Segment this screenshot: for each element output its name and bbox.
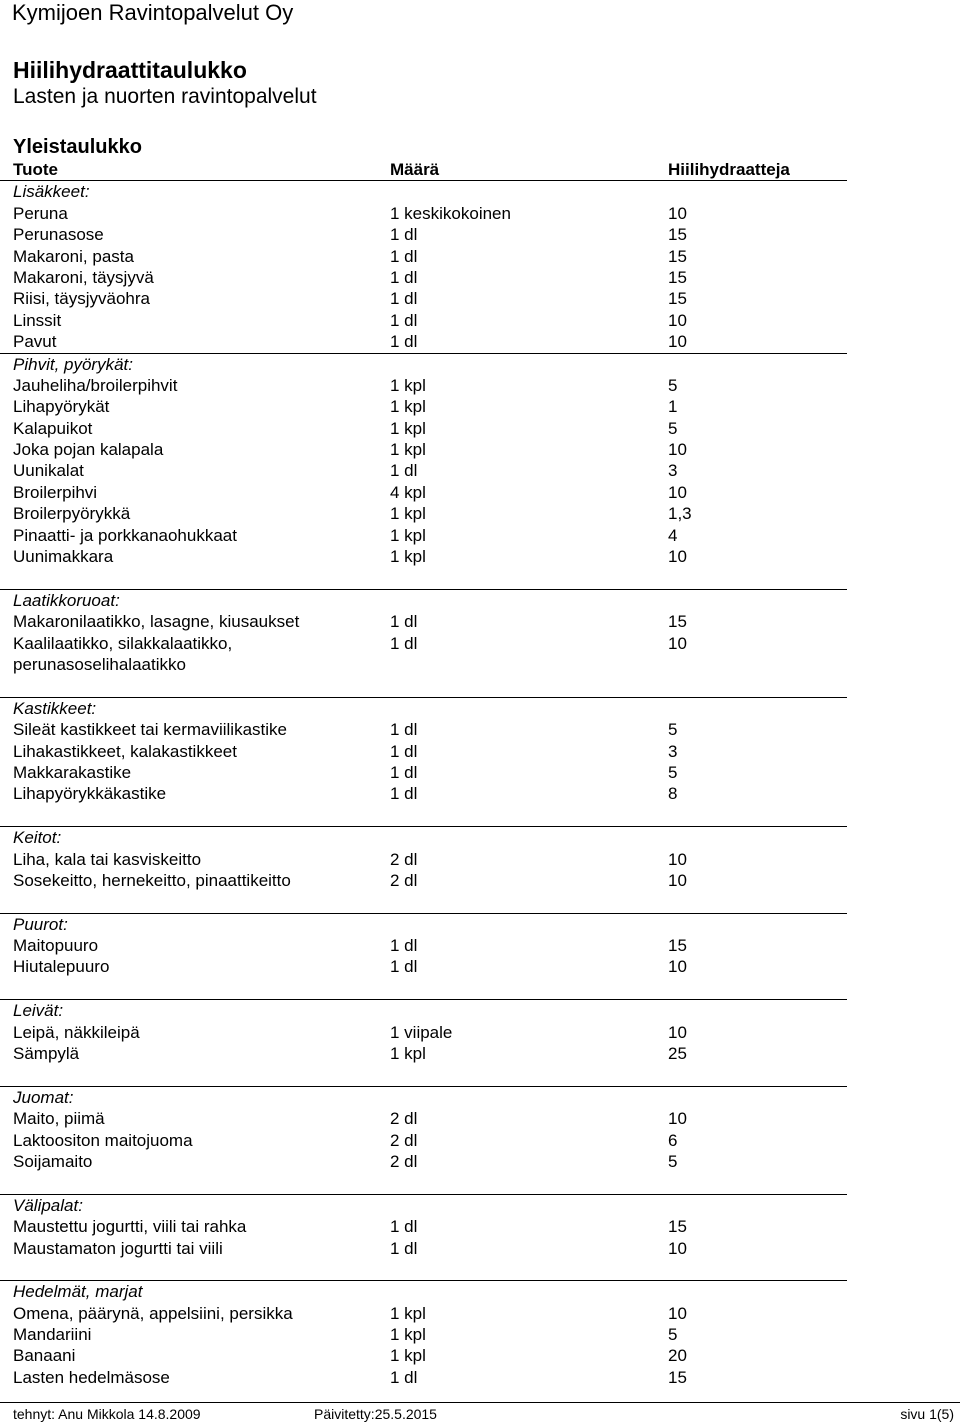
table-row: [0, 546, 960, 567]
section-heading-label: Välipalat:: [13, 1195, 83, 1215]
cell-amount: 1 kpl: [390, 397, 426, 417]
cell-amount: 1 dl: [390, 762, 418, 782]
cell-amount: 1 dl: [390, 461, 418, 481]
cell-product: Mandariini: [13, 1325, 92, 1345]
section-heading: [0, 1087, 960, 1108]
table-body: [0, 181, 960, 1388]
cell-carbs: 15: [668, 1217, 687, 1237]
cell-product: Peruna: [13, 203, 68, 223]
table-row: [0, 1043, 960, 1064]
table-row: [0, 1238, 960, 1259]
cell-amount: 1 dl: [390, 957, 418, 977]
organization-name: Kymijoen Ravintopalvelut Oy: [12, 0, 294, 25]
cell-product: Sämpylä: [13, 1044, 80, 1064]
cell-amount: 1 dl: [390, 1238, 418, 1258]
table-row: [0, 460, 960, 481]
cell-carbs: 8: [668, 784, 678, 804]
cell-product: perunasoselihalaatikko: [13, 654, 186, 674]
page-footer: [0, 1402, 960, 1425]
table-row: [0, 762, 960, 783]
cell-amount: 1 kpl: [390, 375, 426, 395]
table-row: [0, 1303, 960, 1324]
section-heading: [0, 1195, 960, 1216]
cell-amount: 1 viipale: [390, 1022, 453, 1042]
cell-carbs: 10: [668, 440, 687, 460]
cell-product: Broilerpihvi: [13, 482, 98, 502]
cell-carbs: 10: [668, 957, 687, 977]
cell-carbs: 10: [668, 1238, 687, 1258]
table-row: [0, 870, 960, 891]
table-row: [0, 375, 960, 396]
cell-product: Lihakastikkeet, kalakastikkeet: [13, 741, 237, 761]
cell-amount: 1 dl: [390, 267, 418, 287]
cell-amount: 2 dl: [390, 1151, 418, 1171]
table-header-row: [0, 159, 847, 181]
table-row: [0, 1216, 960, 1237]
cell-product: Hiutalepuuro: [13, 957, 110, 977]
cell-amount: 1 dl: [390, 1217, 418, 1237]
cell-carbs: 1: [668, 397, 678, 417]
table-row: [0, 288, 960, 309]
cell-amount: 1 dl: [390, 720, 418, 740]
cell-carbs: 3: [668, 461, 678, 481]
spacer-row: [0, 675, 960, 696]
cell-carbs: 10: [668, 633, 687, 653]
cell-amount: 1 kpl: [390, 1346, 426, 1366]
cell-carbs: 1,3: [668, 504, 692, 524]
section-heading: [0, 1000, 960, 1021]
section-heading-label: Juomat:: [13, 1087, 74, 1107]
cell-carbs: 10: [668, 1303, 687, 1323]
cell-product: Makaronilaatikko, lasagne, kiusaukset: [13, 612, 300, 632]
cell-amount: 1 dl: [390, 246, 418, 266]
cell-carbs: 5: [668, 375, 678, 395]
cell-carbs: 10: [668, 332, 687, 352]
section-heading-label: Keitot:: [13, 828, 62, 848]
spacer-row: [0, 1259, 960, 1280]
cell-amount: 1 dl: [390, 225, 418, 245]
table-row: [0, 1367, 960, 1388]
table-row: [0, 525, 960, 546]
table-row: [0, 331, 960, 352]
cell-product: Leipä, näkkileipä: [13, 1022, 140, 1042]
cell-carbs: 10: [668, 849, 687, 869]
table-row: [0, 267, 960, 288]
table-row: [0, 654, 960, 675]
cell-carbs: 10: [668, 547, 687, 567]
document-title: Hiilihydraattitaulukko: [13, 57, 247, 83]
cell-amount: 1 dl: [390, 332, 418, 352]
spacer-row: [0, 1064, 960, 1085]
cell-product: Kaalilaatikko, silakkalaatikko,: [13, 633, 233, 653]
cell-carbs: 5: [668, 1325, 678, 1345]
cell-carbs: 10: [668, 310, 687, 330]
cell-product: Riisi, täysjyväohra: [13, 289, 150, 309]
cell-product: Maustettu jogurtti, viili tai rahka: [13, 1217, 247, 1237]
cell-amount: 4 kpl: [390, 482, 426, 502]
cell-amount: 1 kpl: [390, 1325, 426, 1345]
cell-product: Lasten hedelmäsose: [13, 1367, 170, 1387]
cell-carbs: 10: [668, 1022, 687, 1042]
table-row: [0, 1324, 960, 1345]
table-row: [0, 1130, 960, 1151]
cell-product: Laktoositon maitojuoma: [13, 1130, 193, 1150]
table-row: [0, 849, 960, 870]
table-row: [0, 503, 960, 524]
cell-amount: 2 dl: [390, 870, 418, 890]
cell-amount: 1 dl: [390, 310, 418, 330]
cell-carbs: 15: [668, 1367, 687, 1387]
footer-page-number: sivu 1(5): [900, 1406, 954, 1422]
column-header-carbs: Hiilihydraatteja: [668, 160, 790, 179]
cell-amount: 1 kpl: [390, 440, 426, 460]
table-row: [0, 439, 960, 460]
table-row: [0, 246, 960, 267]
table-row: [0, 741, 960, 762]
table-row: [0, 310, 960, 331]
cell-product: Uunikalat: [13, 461, 84, 481]
table-row: [0, 396, 960, 417]
table-row: [0, 935, 960, 956]
section-heading: [0, 181, 960, 202]
cell-product: Makaroni, täysjyvä: [13, 267, 154, 287]
cell-amount: 1 kpl: [390, 1303, 426, 1323]
section-heading-label: Leivät:: [13, 1001, 64, 1021]
table-row: [0, 1151, 960, 1172]
cell-product: Liha, kala tai kasviskeitto: [13, 849, 202, 869]
cell-product: Lihapyörykkäkastike: [13, 784, 167, 804]
cell-product: Makkarakastike: [13, 762, 132, 782]
cell-amount: 1 keskikokoinen: [390, 203, 511, 223]
table-row: [0, 203, 960, 224]
table-row: [0, 1345, 960, 1366]
cell-amount: 1 kpl: [390, 547, 426, 567]
table-row: [0, 633, 960, 654]
footer-author: tehnyt: Anu Mikkola 14.8.2009: [13, 1406, 201, 1422]
cell-amount: 1 dl: [390, 612, 418, 632]
cell-carbs: 10: [668, 482, 687, 502]
table-row: [0, 482, 960, 503]
spacer-row: [0, 978, 960, 999]
table-title: Yleistaulukko: [13, 136, 142, 158]
cell-product: Kalapuikot: [13, 418, 93, 438]
section-heading: [0, 698, 960, 719]
spacer-row: [0, 567, 960, 588]
cell-carbs: 15: [668, 225, 687, 245]
section-heading: [0, 827, 960, 848]
cell-product: Joka pojan kalapala: [13, 440, 164, 460]
cell-amount: 1 kpl: [390, 504, 426, 524]
cell-product: Makaroni, pasta: [13, 246, 134, 266]
cell-product: Sosekeitto, hernekeitto, pinaattikeitto: [13, 870, 291, 890]
section-heading-label: Laatikkoruoat:: [13, 590, 120, 610]
cell-product: Soijamaito: [13, 1151, 93, 1171]
cell-carbs: 5: [668, 1151, 678, 1171]
cell-carbs: 15: [668, 267, 687, 287]
cell-amount: 1 dl: [390, 633, 418, 653]
cell-product: Banaani: [13, 1346, 76, 1366]
cell-carbs: 5: [668, 762, 678, 782]
table-row: [0, 418, 960, 439]
section-heading: [0, 354, 960, 375]
cell-carbs: 4: [668, 525, 678, 545]
cell-carbs: 25: [668, 1044, 687, 1064]
cell-product: Linssit: [13, 310, 62, 330]
table-row: [0, 956, 960, 977]
cell-carbs: 15: [668, 936, 687, 956]
table-row: [0, 224, 960, 245]
footer-updated: Päivitetty:25.5.2015: [314, 1406, 437, 1422]
cell-amount: 2 dl: [390, 1109, 418, 1129]
cell-carbs: 15: [668, 246, 687, 266]
cell-amount: 1 kpl: [390, 525, 426, 545]
document-subtitle: Lasten ja nuorten ravintopalvelut: [13, 85, 317, 108]
cell-carbs: 6: [668, 1130, 678, 1150]
spacer-row: [0, 1172, 960, 1193]
cell-product: Uunimakkara: [13, 547, 114, 567]
section-heading-label: Kastikkeet:: [13, 698, 97, 718]
section-heading-label: Hedelmät, marjat: [13, 1282, 143, 1302]
section-heading-label: Puurot:: [13, 914, 68, 934]
section-heading-label: Lisäkkeet:: [13, 182, 90, 202]
table-row: [0, 719, 960, 740]
table-row: [0, 1022, 960, 1043]
cell-amount: 2 dl: [390, 849, 418, 869]
cell-carbs: 10: [668, 870, 687, 890]
cell-product: Broilerpyörykkä: [13, 504, 131, 524]
column-header-product: Tuote: [13, 160, 59, 179]
table-row: [0, 611, 960, 632]
column-header-amount: Määrä: [390, 160, 440, 179]
cell-amount: 1 dl: [390, 784, 418, 804]
cell-carbs: 5: [668, 418, 678, 438]
cell-carbs: 3: [668, 741, 678, 761]
cell-amount: 1 dl: [390, 936, 418, 956]
cell-product: Pinaatti- ja porkkanaohukkaat: [13, 525, 237, 545]
cell-product: Maitopuuro: [13, 936, 99, 956]
cell-carbs: 15: [668, 612, 687, 632]
section-heading-label: Pihvit, pyörykät:: [13, 354, 133, 374]
cell-amount: 1 dl: [390, 1367, 418, 1387]
cell-product: Omena, päärynä, appelsiini, persikka: [13, 1303, 293, 1323]
spacer-row: [0, 891, 960, 912]
cell-carbs: 20: [668, 1346, 687, 1366]
table-row: [0, 1108, 960, 1129]
cell-amount: 1 kpl: [390, 418, 426, 438]
cell-carbs: 15: [668, 289, 687, 309]
section-heading: [0, 590, 960, 611]
cell-product: Maito, piimä: [13, 1109, 105, 1129]
spacer-row: [0, 805, 960, 826]
cell-amount: 1 dl: [390, 741, 418, 761]
section-heading: [0, 1281, 960, 1302]
section-heading: [0, 914, 960, 935]
cell-carbs: 10: [668, 203, 687, 223]
cell-carbs: 10: [668, 1109, 687, 1129]
cell-product: Pavut: [13, 332, 57, 352]
cell-product: Jauheliha/broilerpihvit: [13, 375, 178, 395]
cell-product: Perunasose: [13, 225, 104, 245]
cell-amount: 2 dl: [390, 1130, 418, 1150]
cell-product: Maustamaton jogurtti tai viili: [13, 1238, 223, 1258]
cell-amount: 1 kpl: [390, 1044, 426, 1064]
cell-product: Lihapyörykät: [13, 397, 110, 417]
table-row: [0, 783, 960, 804]
cell-carbs: 5: [668, 720, 678, 740]
cell-product: Sileät kastikkeet tai kermaviilikastike: [13, 720, 287, 740]
cell-amount: 1 dl: [390, 289, 418, 309]
carbohydrate-table: [0, 159, 960, 1388]
